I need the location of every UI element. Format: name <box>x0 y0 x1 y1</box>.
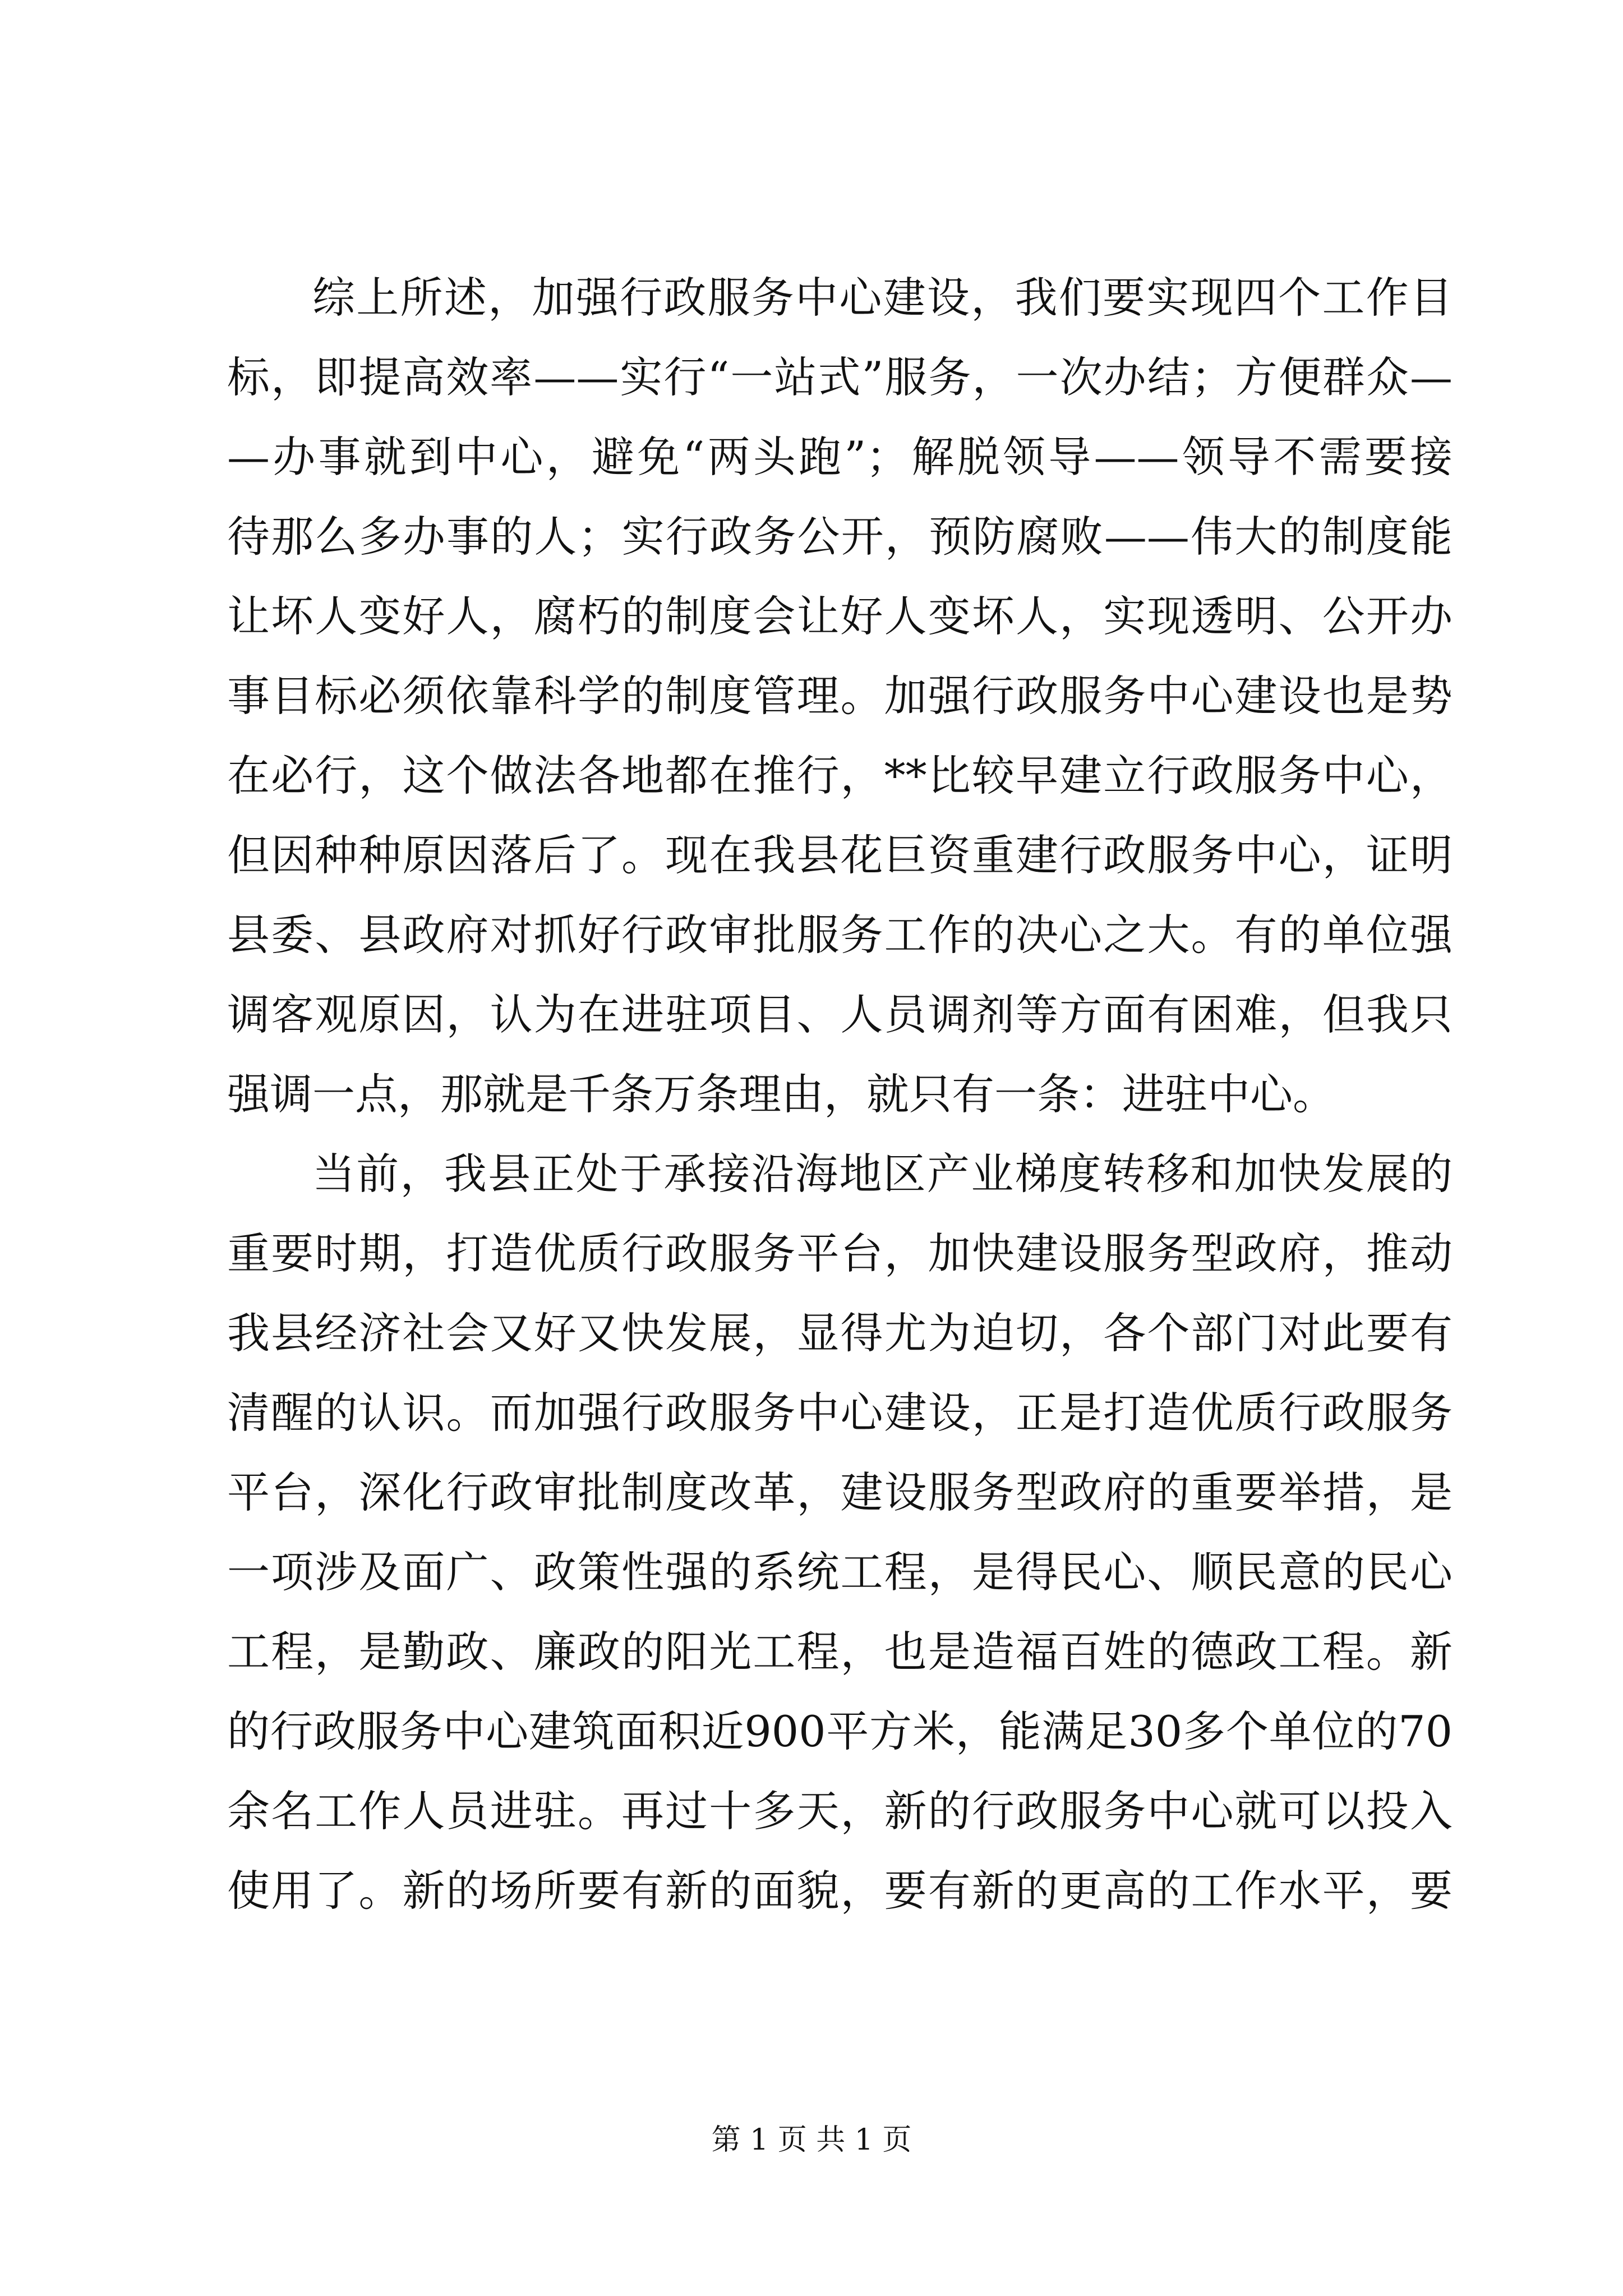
page-footer <box>0 2120 1623 2160</box>
text-line: —办事就到中心，避免“两头跑”；解脱领导——领导不需要接 <box>227 432 1453 482</box>
text-line: 余名工作人员进驻。再过十多天，新的行政服务中心就可以投入 <box>227 1786 1453 1836</box>
text-line: 使用了。新的场所要有新的面貌，要有新的更高的工作水平，要 <box>227 1866 1453 1916</box>
text-line: 重要时期，打造优质行政服务平台，加快建设服务型政府，推动 <box>227 1228 1453 1278</box>
text-line: 事目标必须依靠科学的制度管理。加强行政服务中心建设也是势 <box>227 671 1453 721</box>
text-line: 让坏人变好人，腐朽的制度会让好人变坏人，实现透明、公开办 <box>227 591 1453 641</box>
text-line: 标，即提高效率——实行“一站式”服务，一次办结；方便群众— <box>227 352 1453 402</box>
document-body <box>227 258 1453 1931</box>
text-line: 工程，是勤政、廉政的阳光工程，也是造福百姓的德政工程。新 <box>227 1627 1453 1677</box>
text-line: 平台，深化行政审批制度改革，建设服务型政府的重要举措，是 <box>227 1467 1453 1517</box>
text-line: 强调一点，那就是千条万条理由，就只有一条：进驻中心。 <box>227 1069 1335 1119</box>
text-line: 的行政服务中心建筑面积近900平方米，能满足30多个单位的70 <box>227 1706 1453 1756</box>
text-line: 当前，我县正处于承接沿海地区产业梯度转移和加快发展的 <box>312 1149 1453 1199</box>
text-line: 县委、县政府对抓好行政审批服务工作的决心之大。有的单位强 <box>227 910 1453 960</box>
paragraph-2 <box>227 1134 1453 1931</box>
text-line: 但因种种原因落后了。现在我县花巨资重建行政服务中心，证明 <box>227 830 1453 880</box>
text-line: 在必行，这个做法各地都在推行，**比较早建立行政服务中心， <box>227 751 1453 800</box>
text-line: 我县经济社会又好又快发展，显得尤为迫切，各个部门对此要有 <box>227 1308 1453 1358</box>
paragraph-1 <box>227 258 1453 1134</box>
text-line: 一项涉及面广、政策性强的系统工程，是得民心、顺民意的民心 <box>227 1547 1453 1597</box>
text-line: 综上所述，加强行政服务中心建设，我们要实现四个工作目 <box>312 273 1453 323</box>
text-line: 清醒的认识。而加强行政服务中心建设，正是打造优质行政服务 <box>227 1388 1453 1438</box>
text-line: 调客观原因，认为在进驻项目、人员调剂等方面有困难，但我只 <box>227 990 1453 1039</box>
page-number-label: 第 1 页 共 1 页 <box>711 2123 912 2157</box>
text-line: 待那么多办事的人；实行政务公开，预防腐败——伟大的制度能 <box>227 512 1453 562</box>
